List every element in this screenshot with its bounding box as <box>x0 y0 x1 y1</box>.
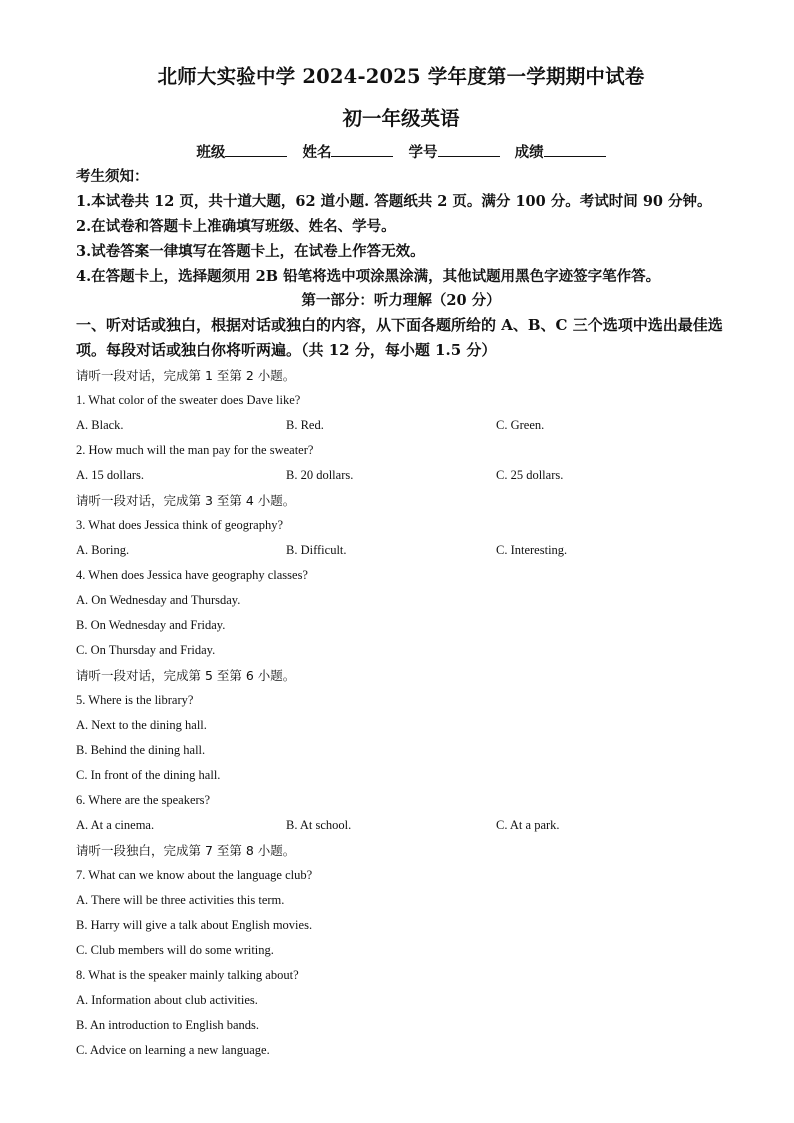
option-a: A. There will be three activities this term. <box>76 893 285 907</box>
option-c: C. Interesting. <box>496 543 568 557</box>
question-5: 5. Where is the library? <box>76 693 194 707</box>
question-8: 8. What is the speaker mainly talking about? <box>76 968 299 982</box>
option-b: B. Behind the dining hall. <box>76 743 206 757</box>
question-1-options <box>76 413 726 438</box>
option-b: B. An introduction to English bands. <box>76 1018 259 1032</box>
option-a: A. Black. <box>76 418 124 432</box>
listening-questions <box>76 363 726 1063</box>
option-a: A. 15 dollars. <box>76 468 145 482</box>
question-7: 7. What can we know about the language club? <box>76 868 313 882</box>
question-2: 2. How much will the man pay for the sweater? <box>76 443 314 457</box>
question-6: 6. Where are the speakers? <box>76 793 211 807</box>
student-info-row <box>76 142 726 164</box>
student-id-blank <box>438 142 500 157</box>
question-4: 4. When does Jessica have geography classes? <box>76 568 308 582</box>
score-field: 成绩 <box>515 142 606 164</box>
option-c: C. Club members will do some writing. <box>76 943 274 957</box>
option-c: C. Advice on learning a new language. <box>76 1043 270 1057</box>
monologue-intro: 请听一段独白，完成第 7 至第 8 小题。 <box>76 843 296 858</box>
notice-item: 2.在试卷和答题卡上准确填写班级、姓名、学号。 <box>76 218 396 235</box>
option-c: C. At a park. <box>496 818 560 832</box>
class-blank <box>225 142 287 157</box>
name-blank <box>331 142 393 157</box>
option-c: C. On Thursday and Friday. <box>76 643 216 657</box>
part1-instruction: 一、听对话或独白，根据对话或独白的内容，从下面各题所给的 A、B、C 三个选项中选出最佳选项。每段对话或独白你将听两遍。（共 12 分，每小题 1.5 分） <box>76 316 723 359</box>
option-c: C. 25 dollars. <box>496 468 564 482</box>
exam-subtitle: 初一年级英语 <box>342 107 460 130</box>
notice-item: 1.本试卷共 12 页，共十道大题，62 道小题. 答题纸共 2 页。满分 100 分。考试时间 90 分钟。 <box>76 193 712 210</box>
option-b: B. Difficult. <box>286 543 347 557</box>
notice-heading: 考生须知： <box>76 168 149 185</box>
option-a: A. On Wednesday and Thursday. <box>76 593 241 607</box>
option-b: B. 20 dollars. <box>286 468 354 482</box>
part1-title: 第一部分：听力理解（20 分） <box>301 292 501 309</box>
dialogue-intro: 请听一段对话，完成第 5 至第 6 小题。 <box>76 668 296 683</box>
option-b: B. At school. <box>286 818 352 832</box>
option-a: A. At a cinema. <box>76 818 155 832</box>
option-a: A. Boring. <box>76 543 130 557</box>
question-3: 3. What does Jessica think of geography? <box>76 518 284 532</box>
dialogue-intro: 请听一段对话，完成第 1 至第 2 小题。 <box>76 368 296 383</box>
option-b: B. Red. <box>286 418 324 432</box>
notice-item: 3.试卷答案一律填写在答题卡上，在试卷上作答无效。 <box>76 243 425 260</box>
score-blank <box>544 142 606 157</box>
class-field: 班级 <box>196 142 287 164</box>
question-1: 1. What color of the sweater does Dave like? <box>76 393 301 407</box>
exam-page <box>76 64 726 1063</box>
notice-item: 4.在答题卡上，选择题须用 2B 铅笔将选中项涂黑涂满，其他试题用黑色字迹签字笔作答。 <box>76 268 661 285</box>
option-b: B. Harry will give a talk about English movies. <box>76 918 313 932</box>
name-field: 姓名 <box>302 142 393 164</box>
option-c: C. Green. <box>496 418 545 432</box>
question-3-options <box>76 538 726 563</box>
question-6-options <box>76 813 726 838</box>
option-c: C. In front of the dining hall. <box>76 768 221 782</box>
exam-notice <box>76 164 726 289</box>
question-2-options <box>76 463 726 488</box>
exam-title: 北师大实验中学 2024-2025 学年度第一学期期中试卷 <box>157 65 645 88</box>
dialogue-intro: 请听一段对话，完成第 3 至第 4 小题。 <box>76 493 296 508</box>
option-b: B. On Wednesday and Friday. <box>76 618 226 632</box>
option-a: A. Information about club activities. <box>76 993 258 1007</box>
option-a: A. Next to the dining hall. <box>76 718 207 732</box>
student-id-field: 学号 <box>409 142 500 164</box>
